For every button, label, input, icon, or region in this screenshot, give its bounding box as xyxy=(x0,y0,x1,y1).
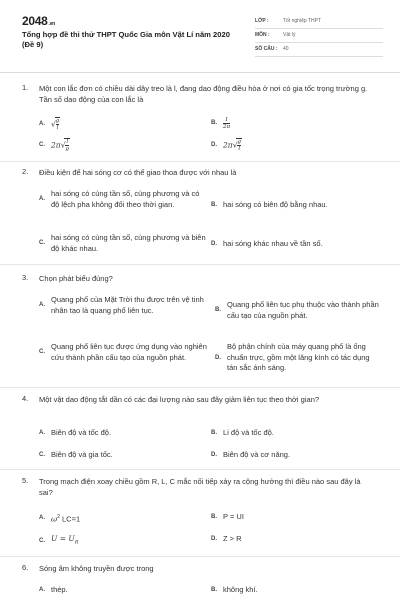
option-letter: B. xyxy=(215,307,221,314)
meta-label: MÔN : xyxy=(255,32,270,38)
option-c[interactable] xyxy=(39,450,209,461)
meta-label: SỐ CÂU : xyxy=(255,46,278,52)
exam-meta xyxy=(255,15,383,57)
question-number: 1. xyxy=(22,83,29,92)
logo-suffix: .vn xyxy=(48,21,55,27)
option-letter: A. xyxy=(39,587,45,593)
question-number: 6. xyxy=(22,563,29,572)
question-text: Một vật dao động tắt dần có các đại lượng nào sau đây giảm liên tục theo thời gian? xyxy=(39,395,320,404)
option-letter: C. xyxy=(39,537,45,544)
question-text: Một con lắc đơn có chiều dài dây treo là l, đang dao động điều hòa ở nơi có gia tốc trọng trường g. Tần số dao động của con lắc là xyxy=(39,84,368,104)
question-2 xyxy=(22,167,382,261)
option-text: hai sóng có cùng tần số, cùng phương và biên độ khác nhau. xyxy=(51,233,206,253)
option-text: Biên độ và cơ năng. xyxy=(223,450,291,459)
option-letter: A. xyxy=(39,430,45,436)
option-letter: C. xyxy=(39,240,45,247)
option-letter: D. xyxy=(215,354,221,361)
meta-value: 40 xyxy=(283,46,289,52)
option-b[interactable] xyxy=(211,512,381,523)
meta-value: Vật lý xyxy=(283,32,296,38)
option-d[interactable] xyxy=(211,138,381,152)
question-divider xyxy=(0,264,400,265)
option-a[interactable] xyxy=(39,189,209,210)
option-letter: D. xyxy=(211,141,217,148)
question-number: 3. xyxy=(22,273,29,282)
site-logo[interactable] xyxy=(22,14,55,28)
option-text: Li độ và tốc độ. xyxy=(223,428,274,437)
option-letter: D. xyxy=(211,241,217,247)
question-number: 2. xyxy=(22,167,29,176)
question-6 xyxy=(22,563,382,599)
option-letter: B. xyxy=(211,514,217,520)
question-text: Điều kiện để hai sóng cơ có thể giao thoa được với nhau là xyxy=(39,168,237,177)
option-d[interactable] xyxy=(215,342,382,374)
option-letter: B. xyxy=(211,120,217,127)
option-letter: A. xyxy=(39,302,45,309)
option-letter: B. xyxy=(211,587,217,593)
question-divider xyxy=(0,387,400,388)
option-formula: 2π√ $\frac{g}{l}$ xyxy=(223,139,242,152)
meta-row-count xyxy=(255,43,383,57)
option-text: hai sóng khác nhau về tần số. xyxy=(223,239,323,248)
option-text: Quang phổ liên tục được ứng dụng vào nghiên cứu thành phần cấu tạo của nguồn phát. xyxy=(51,342,207,362)
option-b[interactable] xyxy=(211,585,381,596)
question-1 xyxy=(22,83,382,155)
exam-title: Tổng hợp đề thi thử THPT Quốc Gia môn Vật Lí năm 2020 (Đề 9) xyxy=(22,30,230,49)
question-3 xyxy=(22,273,382,385)
option-text: không khí. xyxy=(223,585,258,594)
option-formula: $\omega^2$ LC=1 xyxy=(51,514,81,524)
option-text: hai sóng có biên độ bằng nhau. xyxy=(223,200,328,209)
option-letter: C. xyxy=(39,141,45,148)
option-c[interactable] xyxy=(39,534,209,548)
option-text: thép. xyxy=(51,585,68,594)
option-letter: A. xyxy=(39,196,45,203)
option-b[interactable] xyxy=(215,300,382,321)
option-text: P = UI xyxy=(223,512,244,521)
option-b[interactable] xyxy=(211,428,381,439)
option-text: Quang phổ liên tục phụ thuộc vào thành phần cấu tạo của nguồn phát. xyxy=(227,300,379,320)
option-text: Quang phổ của Mặt Trời thu được trên vệ tinh nhân tạo là quang phổ liên tục. xyxy=(51,295,204,315)
option-letter: D. xyxy=(211,536,217,542)
meta-row-class xyxy=(255,15,383,29)
option-b[interactable] xyxy=(211,200,381,211)
option-a[interactable] xyxy=(39,117,209,131)
option-letter: B. xyxy=(211,430,217,436)
question-divider xyxy=(0,556,400,557)
option-letter: A. xyxy=(39,515,45,522)
option-b[interactable] xyxy=(211,117,381,130)
option-a[interactable] xyxy=(39,585,209,596)
option-letter: C. xyxy=(39,349,45,356)
option-letter: D. xyxy=(211,452,217,458)
option-letter: C. xyxy=(39,452,45,458)
option-c[interactable] xyxy=(39,138,209,152)
option-text: hai sóng có cùng tần số, cùng phương và có độ lệch pha không đổi theo thời gian. xyxy=(51,189,200,209)
option-formula: $\frac{1}{2\pi}$ xyxy=(223,117,231,130)
option-text: Biên độ và gia tốc. xyxy=(51,450,113,459)
meta-label: LỚP : xyxy=(255,18,269,24)
option-letter: A. xyxy=(39,120,45,127)
question-4 xyxy=(22,394,382,466)
question-text: Sóng âm không truyền được trong xyxy=(39,564,154,573)
option-formula: √ $\frac{g}{l}$ xyxy=(51,118,60,131)
question-number: 4. xyxy=(22,394,29,403)
option-a[interactable] xyxy=(39,295,214,316)
meta-value: Tốt nghiệp THPT xyxy=(283,18,321,24)
option-d[interactable] xyxy=(211,534,381,545)
question-divider xyxy=(0,161,400,162)
option-a[interactable] xyxy=(39,512,209,525)
option-letter: B. xyxy=(211,202,217,208)
option-a[interactable] xyxy=(39,428,209,439)
exam-header xyxy=(22,14,382,72)
question-5 xyxy=(22,476,382,551)
option-d[interactable] xyxy=(211,239,381,250)
option-c[interactable] xyxy=(39,233,209,254)
option-formula: 2π√ $\frac{l}{g}$ xyxy=(51,139,70,152)
option-text: Z > R xyxy=(223,534,242,543)
logo-text: 2048 xyxy=(22,14,48,28)
option-text: Biên độ và tốc độ. xyxy=(51,428,112,437)
header-divider xyxy=(0,72,400,73)
option-text: Bộ phận chính của máy quang phổ là ống chuẩn trực, gồm một lăng kính có tác dụng tán sắc ánh sáng. xyxy=(227,342,370,372)
option-d[interactable] xyxy=(211,450,381,461)
question-number: 5. xyxy=(22,476,29,485)
question-text: Chọn phát biểu đúng? xyxy=(39,274,113,283)
question-text: Trong mạch điện xoay chiều gồm R, L, C mắc nối tiếp xảy ra cộng hưởng thì điều nào sau đây là sai? xyxy=(39,477,361,497)
meta-row-subject xyxy=(255,29,383,43)
question-divider xyxy=(0,469,400,470)
option-formula: $U = U_R$ xyxy=(51,534,79,546)
option-c[interactable] xyxy=(39,342,214,363)
